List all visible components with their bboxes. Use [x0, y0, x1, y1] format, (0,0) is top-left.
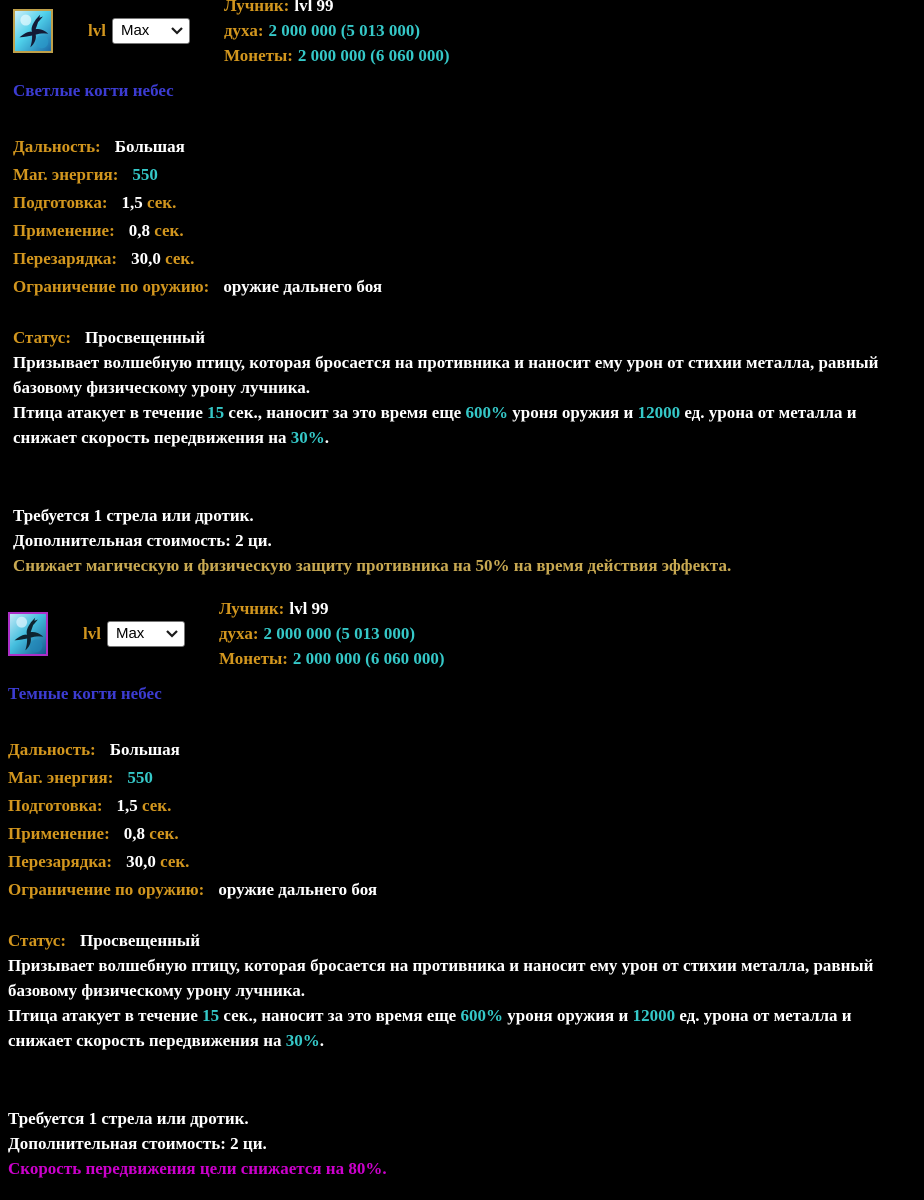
level-select-value: Max: [115, 625, 145, 642]
requirement-class: Лучник: lvl 99: [223, 0, 334, 15]
chevron-down-icon: [166, 630, 178, 638]
status-row: Статус: Просвещенный: [8, 931, 200, 950]
skill-stats: [13, 133, 924, 301]
stat-row-weapon: Ограничение по оружию: оружие дальнего боя: [8, 880, 378, 899]
skill-block-light-claws: [0, 0, 924, 578]
description-paragraph-2: Птица атакует в течение 15 сек., наносит за это время еще 600% уроня оружия и 12000 ед. урона от металла и снижает скорость передвижения на 30%.: [13, 403, 857, 447]
requirement-coins: Монеты: 2 000 000 (6 060 000): [223, 46, 450, 65]
level-label: lvl: [88, 20, 106, 40]
level-control: [88, 18, 190, 44]
requires-line: Требуется 1 стрела или дротик.: [8, 1109, 249, 1128]
level-select-value: Max: [120, 22, 150, 39]
effect-line: Снижает магическую и физическую защиту противника на 50% на время действия эффекта.: [13, 556, 732, 575]
stat-row-weapon: Ограничение по оружию: оружие дальнего боя: [13, 277, 383, 296]
effect-line: Скорость передвижения цели снижается на 80%.: [8, 1159, 387, 1178]
stat-row-range: Дальность: Большая: [13, 137, 185, 156]
bird-skill-icon: [13, 9, 53, 53]
stat-row-channel: Подготовка: 1,5 сек.: [13, 193, 177, 212]
level-select[interactable]: [112, 18, 190, 44]
requirement-spirit: духа: 2 000 000 (5 013 000): [223, 21, 421, 40]
stat-row-mana: Маг. энергия: 550: [8, 768, 153, 787]
skill-header: [8, 596, 924, 671]
chevron-down-icon: [171, 27, 183, 35]
stat-row-cooldown: Перезарядка: 30,0 сек.: [8, 852, 190, 871]
stat-row-channel: Подготовка: 1,5 сек.: [8, 796, 172, 815]
cost-line: Дополнительная стоимость: 2 ци.: [8, 1134, 267, 1153]
description-paragraph-1: Призывает волшебную птицу, которая бросается на противника и наносит ему урон от стихии металла, равный базовому физическому урону лучника.: [13, 353, 879, 397]
level-select[interactable]: [107, 621, 185, 647]
description-paragraph-2: Птица атакует в течение 15 сек., наносит за это время еще 600% уроня оружия и 12000 ед. урона от металла и снижает скорость передвижения на 30%.: [8, 1006, 852, 1050]
skill-name[interactable]: Темные когти небес: [8, 684, 162, 703]
stat-row-range: Дальность: Большая: [8, 740, 180, 759]
stat-row-cast: Применение: 0,8 сек.: [13, 221, 184, 240]
requirements-column: [219, 596, 445, 671]
skill-block-dark-claws: [0, 596, 924, 1181]
status-row: Статус: Просвещенный: [13, 328, 205, 347]
bird-skill-icon: [8, 612, 48, 656]
stat-row-cast: Применение: 0,8 сек.: [8, 824, 179, 843]
requires-line: Требуется 1 стрела или дротик.: [13, 506, 254, 525]
skill-description-section: [13, 325, 918, 450]
description-paragraph-1: Призывает волшебную птицу, которая бросается на противника и наносит ему урон от стихии металла, равный базовому физическому урону лучника.: [8, 956, 874, 1000]
skill-stats: [8, 736, 924, 904]
skill-name[interactable]: Светлые когти небес: [13, 81, 174, 100]
level-control: [83, 621, 185, 647]
skill-description-section: [8, 928, 913, 1053]
skill-footer: [13, 503, 924, 578]
requirements-column: [224, 0, 450, 68]
skill-header: [13, 0, 924, 68]
stat-row-cooldown: Перезарядка: 30,0 сек.: [13, 249, 195, 268]
requirement-class: Лучник: lvl 99: [218, 599, 329, 618]
stat-row-mana: Маг. энергия: 550: [13, 165, 158, 184]
cost-line: Дополнительная стоимость: 2 ци.: [13, 531, 272, 550]
requirement-spirit: духа: 2 000 000 (5 013 000): [218, 624, 416, 643]
requirement-coins: Монеты: 2 000 000 (6 060 000): [218, 649, 445, 668]
level-label: lvl: [83, 623, 101, 643]
skill-footer: [8, 1106, 924, 1181]
